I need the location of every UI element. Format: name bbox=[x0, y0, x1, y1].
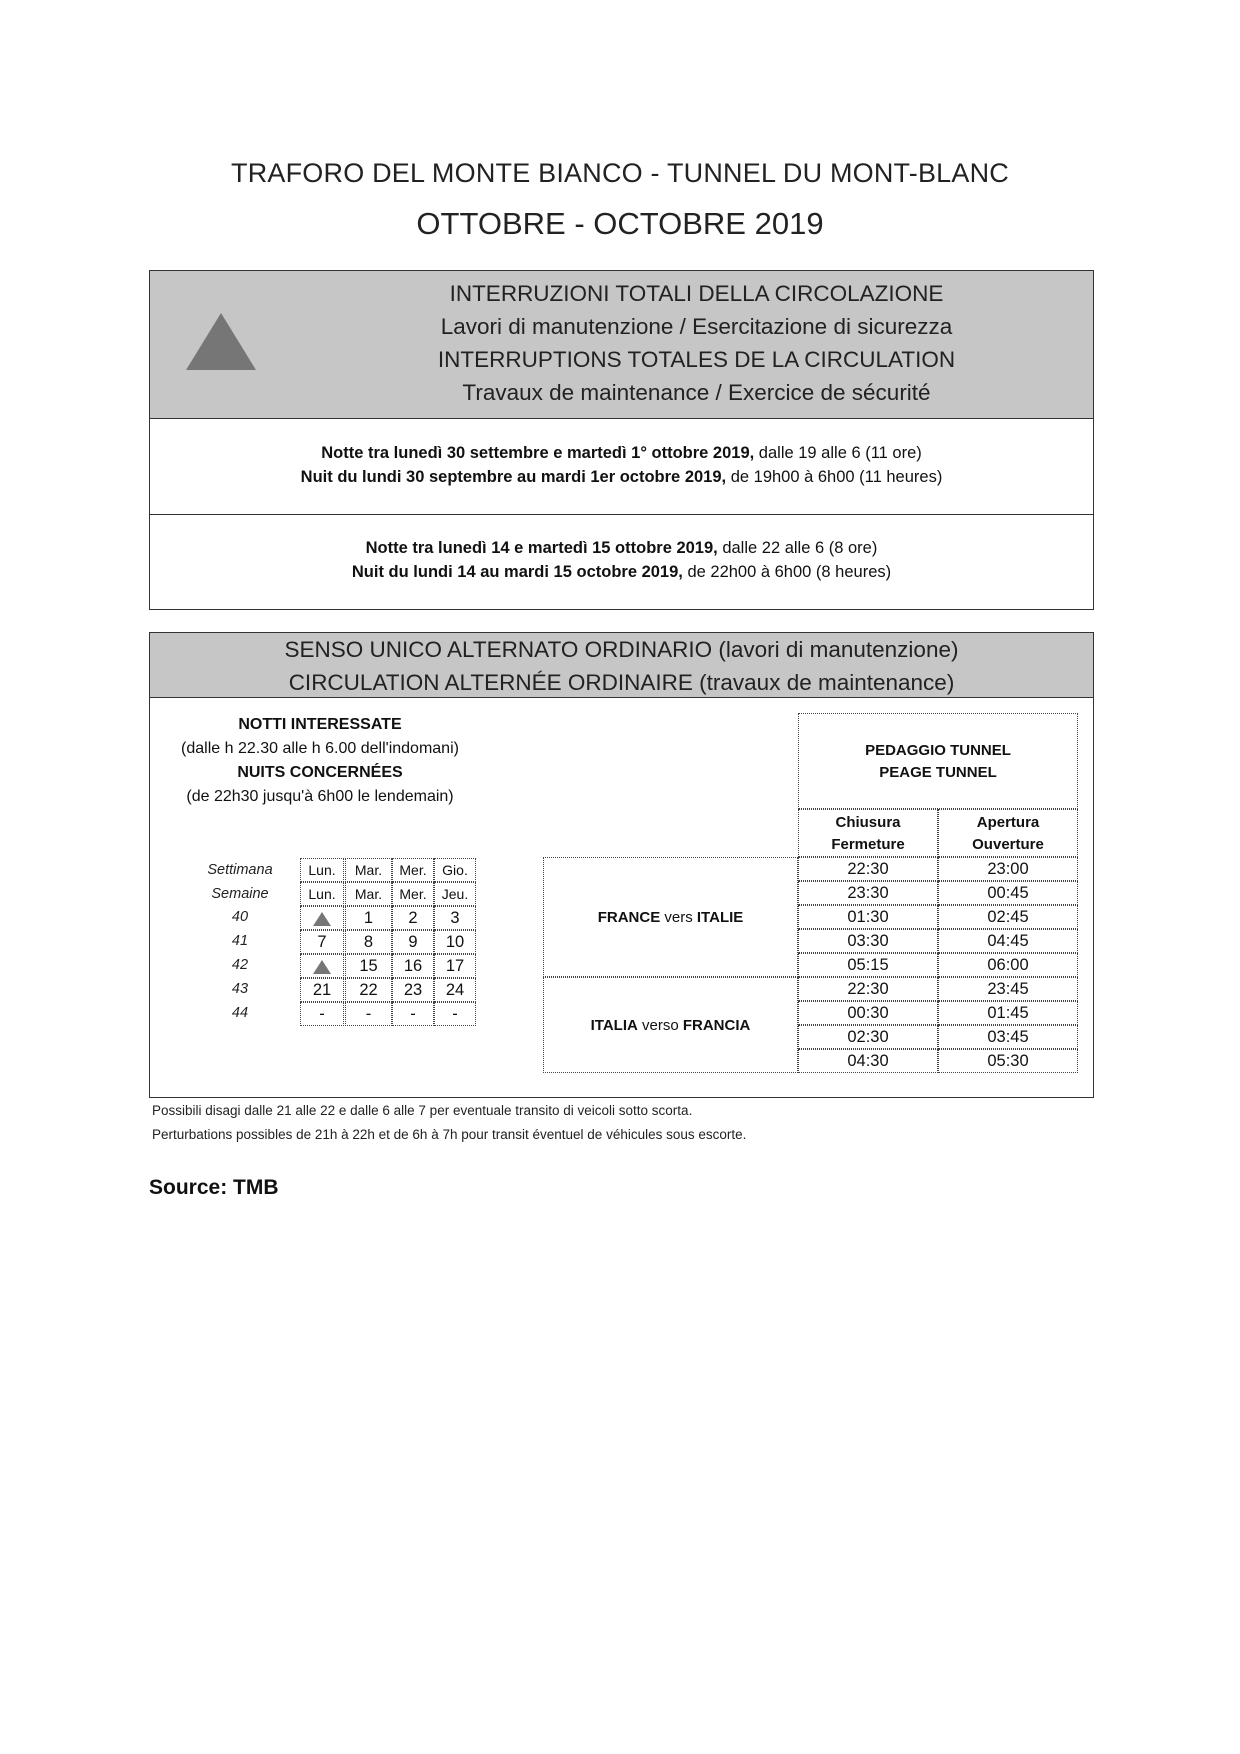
total-closures-header bbox=[150, 271, 1093, 419]
opening-column-header: Apertura Ouverture bbox=[938, 809, 1078, 857]
week-number: 44 bbox=[231, 1005, 249, 1021]
day-header-fr: Mer. bbox=[392, 882, 434, 906]
week-number: 42 bbox=[231, 957, 249, 973]
closure-day-cell bbox=[300, 906, 344, 930]
week-label-it: Settimana bbox=[207, 862, 273, 878]
week-label-fr: Semaine bbox=[211, 886, 269, 902]
footnote-fr: Perturbations possibles de 21h à 22h et de 6h à 7h pour transit éventuel de véhicules sous escorte. bbox=[152, 1127, 747, 1142]
footnote-it: Possibili disagi dalle 21 alle 22 e dalle 6 alle 7 per eventuale transito di veicoli sotto scorta. bbox=[152, 1103, 693, 1118]
source-label: Source: TMB bbox=[149, 1176, 279, 1199]
opening-time: 23:45 bbox=[938, 977, 1078, 1001]
week-number: 41 bbox=[231, 933, 249, 949]
opening-time: 01:45 bbox=[938, 1001, 1078, 1025]
week-number: 40 bbox=[231, 909, 249, 925]
opening-time: 04:45 bbox=[938, 929, 1078, 953]
divider bbox=[150, 514, 1093, 515]
closing-time: 03:30 bbox=[798, 929, 938, 953]
opening-time: 05:30 bbox=[938, 1049, 1078, 1073]
day-cell: 8 bbox=[345, 930, 392, 954]
closures-subheading-it: Lavori di manutenzione / Esercitazione di sicurezza bbox=[440, 314, 953, 339]
closing-time: 22:30 bbox=[798, 977, 938, 1001]
closure-notice-2: Notte tra lunedì 14 e martedì 15 ottobre 2019, dalle 22 alle 6 (8 ore) Nuit du lundi 14 au mardi 15 octobre 2019, de 22h00 à 6h00 (8 heures) bbox=[351, 539, 892, 581]
direction-label: ITALIA verso FRANCIA bbox=[543, 977, 798, 1073]
day-cell: - bbox=[434, 1002, 476, 1026]
day-cell: 22 bbox=[345, 978, 392, 1002]
day-cell: 24 bbox=[434, 978, 476, 1002]
opening-time: 02:45 bbox=[938, 905, 1078, 929]
day-header-fr: Mar. bbox=[345, 882, 392, 906]
day-cell: 10 bbox=[434, 930, 476, 954]
day-cell: - bbox=[345, 1002, 392, 1026]
document-subtitle: OTTOBRE - OCTOBRE 2019 bbox=[416, 206, 824, 241]
opening-time: 03:45 bbox=[938, 1025, 1078, 1049]
day-header-it: Mar. bbox=[345, 858, 392, 882]
closure-notice-1: Notte tra lunedì 30 settembre e martedì 1° ottobre 2019, dalle 19 alle 6 (11 ore) Nuit du lundi 30 septembre au mardi 1er octobre 2019, de 19h00 à 6h00 (11 heures) bbox=[300, 444, 943, 486]
closure-day-cell bbox=[300, 954, 344, 978]
total-closures-section bbox=[149, 270, 1094, 610]
closures-subheading-fr: Travaux de maintenance / Exercice de sécurité bbox=[462, 380, 931, 405]
day-header-fr: Jeu. bbox=[434, 882, 476, 906]
closures-heading-fr: INTERRUPTIONS TOTALES DE LA CIRCULATION bbox=[437, 347, 956, 372]
closing-time: 23:30 bbox=[798, 881, 938, 905]
opening-time: 00:45 bbox=[938, 881, 1078, 905]
closing-time: 05:15 bbox=[798, 953, 938, 977]
day-cell: 15 bbox=[345, 954, 392, 978]
day-cell: 9 bbox=[392, 930, 434, 954]
day-header-fr: Lun. bbox=[300, 882, 344, 906]
week-number: 43 bbox=[231, 981, 249, 997]
direction-label: FRANCE vers ITALIE bbox=[543, 857, 798, 977]
document-title: TRAFORO DEL MONTE BIANCO - TUNNEL DU MONT-BLANC bbox=[231, 158, 1009, 188]
closing-time: 02:30 bbox=[798, 1025, 938, 1049]
warning-triangle-icon bbox=[186, 313, 256, 370]
warning-triangle-icon bbox=[313, 912, 331, 926]
day-cell: 3 bbox=[434, 906, 476, 930]
day-cell: 7 bbox=[300, 930, 344, 954]
day-cell: 2 bbox=[392, 906, 434, 930]
day-cell: 17 bbox=[434, 954, 476, 978]
day-header-it: Lun. bbox=[300, 858, 344, 882]
closing-time: 22:30 bbox=[798, 857, 938, 881]
alternating-header: SENSO UNICO ALTERNATO ORDINARIO (lavori di manutenzione) CIRCULATION ALTERNÉE ORDINAIRE (travaux de maintenance) bbox=[150, 633, 1093, 698]
day-cell: 23 bbox=[392, 978, 434, 1002]
alternating-circulation-section bbox=[149, 632, 1094, 1098]
day-cell: - bbox=[300, 1002, 344, 1026]
day-cell: - bbox=[392, 1002, 434, 1026]
toll-title: PEDAGGIO TUNNEL PEAGE TUNNEL bbox=[798, 713, 1078, 809]
closing-time: 01:30 bbox=[798, 905, 938, 929]
closing-time: 00:30 bbox=[798, 1001, 938, 1025]
opening-time: 06:00 bbox=[938, 953, 1078, 977]
day-cell: 21 bbox=[300, 978, 344, 1002]
day-header-it: Gio. bbox=[434, 858, 476, 882]
warning-triangle-icon bbox=[313, 960, 331, 974]
day-cell: 1 bbox=[345, 906, 392, 930]
opening-time: 23:00 bbox=[938, 857, 1078, 881]
closures-heading-it: INTERRUZIONI TOTALI DELLA CIRCOLAZIONE bbox=[449, 281, 944, 306]
nights-concerned-heading: NOTTI INTERESSATE (dalle h 22.30 alle h 6.00 dell'indomani) NUITS CONCERNÉES (de 22h30 jusqu'à 6h00 le lendemain) bbox=[181, 716, 459, 805]
closing-time: 04:30 bbox=[798, 1049, 938, 1073]
closing-column-header: Chiusura Fermeture bbox=[798, 809, 938, 857]
day-header-it: Mer. bbox=[392, 858, 434, 882]
day-cell: 16 bbox=[392, 954, 434, 978]
